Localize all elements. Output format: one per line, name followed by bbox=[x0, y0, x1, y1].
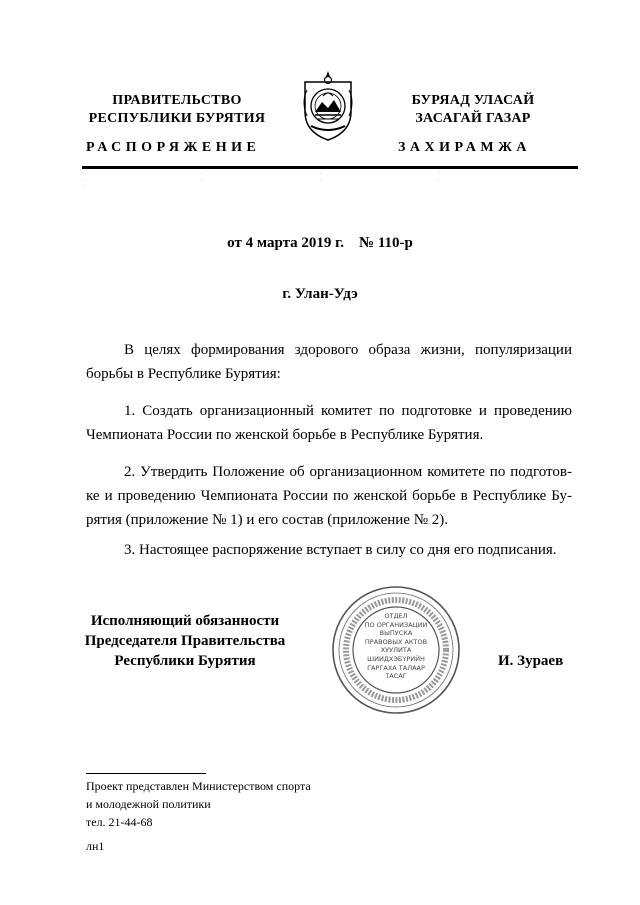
signatory-title-line3: Республики Бурятия bbox=[114, 653, 256, 669]
signatory-name: И. Зураев bbox=[498, 653, 564, 669]
seal-text-line3: ВЫПУСКА bbox=[379, 629, 413, 638]
footer-note bbox=[86, 777, 311, 855]
government-name-bua-line2: ЗАСАГАЙ ГАЗАР bbox=[415, 111, 531, 126]
paragraph-item-1: 1. Создать организационный комитет по подготовке и проведению Чемпионата России по женской борьбе в Республике Бурятия. bbox=[86, 403, 572, 443]
footer-phone: тел. 21-44-68 bbox=[86, 815, 153, 829]
government-name-line2: РЕСПУБЛИКИ БУРЯТИЯ bbox=[88, 111, 266, 126]
coat-of-arms-emblem bbox=[297, 68, 359, 144]
seal-text-line1: ОТДЕЛ bbox=[384, 612, 408, 620]
government-name-ru bbox=[82, 92, 272, 128]
document-type-ru: РАСПОРЯЖЕНИЕ bbox=[86, 140, 261, 155]
government-name-line1: ПРАВИТЕЛЬСТВО bbox=[112, 93, 242, 108]
signatory-title-line1: Исполняющий обязанности bbox=[90, 613, 280, 629]
signatory-title bbox=[82, 611, 288, 671]
paragraph-item-2: 2. Утвердить Положение об организационном комитете по подготов-ке и проведению Чемпионата России по женской борьбе в Республике Бу-рятия (приложение № 1) и его состав (приложение № 2). bbox=[86, 464, 572, 528]
paragraph-preamble: В целях формирования здорового образа жизни, популяризации борьбы в Республике Бурятия: bbox=[86, 342, 572, 382]
document-city: г. Улан-Удэ bbox=[282, 286, 358, 302]
official-seal-stamp bbox=[328, 584, 464, 716]
seal-text-line4: ПРАВОВЫХ АКТОВ bbox=[364, 637, 428, 646]
seal-text-line8: ТАСАГ bbox=[385, 672, 407, 681]
footer-line2: и молодежной политики bbox=[86, 797, 211, 811]
government-name-bua bbox=[368, 92, 578, 128]
document-type-bua: ЗАХИРАМЖА bbox=[398, 140, 532, 155]
header-dotted-line: . . . . . . . . . bbox=[82, 170, 499, 188]
footer-divider bbox=[86, 773, 206, 774]
signatory-title-line2: Председателя Правительства bbox=[84, 633, 286, 649]
seal-text-line2: ПО ОРГАНИЗАЦИИ bbox=[364, 620, 428, 629]
seal-inner-text bbox=[352, 612, 440, 681]
footer-line1: Проект представлен Министерством спорта bbox=[86, 779, 311, 793]
seal-text-line5: ХУУЛИТА bbox=[380, 646, 412, 655]
paragraph-item-3: 3. Настоящее распоряжение вступает в силу со дня его подписания. bbox=[124, 542, 557, 558]
header-divider bbox=[82, 166, 578, 169]
footer-code: лн1 bbox=[86, 839, 105, 853]
seal-text-line7: ГАРГАХА ТАЛААР bbox=[367, 663, 425, 672]
government-name-bua-line1: БУРЯАД УЛАСАЙ bbox=[411, 93, 535, 108]
document-date-number: от 4 марта 2019 г. № 110-р bbox=[227, 235, 413, 251]
seal-text-line6: ШИИДХЭБҮРИЙН bbox=[367, 654, 425, 663]
